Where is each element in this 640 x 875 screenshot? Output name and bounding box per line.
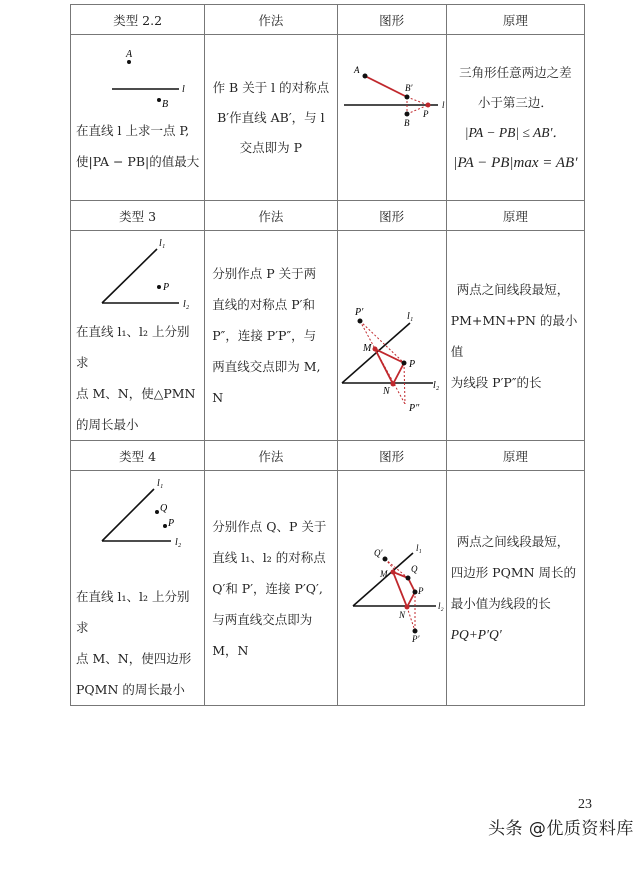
- figure-diagram: [338, 35, 447, 135]
- label-b: B: [403, 118, 409, 128]
- principle-line: PM+MN+PN 的最小值: [450, 312, 578, 359]
- label-b-prime: B′: [404, 83, 412, 93]
- line-l1: [102, 249, 157, 303]
- method-line: 两直线交点即为 M,: [212, 359, 321, 374]
- point-a: [362, 74, 367, 79]
- figure-diagram: [338, 271, 447, 414]
- header-figure: 图形: [337, 441, 446, 471]
- problem-cell: [71, 231, 205, 441]
- principle-line: 最小值为线段的长: [450, 596, 551, 611]
- principle-line: 为线段 P′P″的长: [450, 374, 542, 390]
- label-n: N: [382, 385, 390, 397]
- header-type: 类型 2.2: [71, 5, 205, 35]
- dotted-n-pprime: [407, 607, 415, 631]
- method-line: 作 B 关于 l 的对称点: [212, 79, 330, 95]
- point-m: [390, 570, 395, 575]
- point-p-prime: [357, 318, 362, 323]
- problem-text: [71, 581, 204, 705]
- triangle-pmn: [375, 349, 404, 384]
- point-p: [412, 590, 417, 595]
- table-row: [71, 471, 585, 706]
- label-l: l: [182, 84, 185, 95]
- method-line: N: [212, 390, 224, 405]
- point-n: [404, 605, 409, 610]
- principle-line: 三角形任意两边之差: [459, 64, 572, 80]
- label-q: Q: [410, 564, 417, 574]
- label-p: P: [408, 358, 415, 370]
- dotted-p-ppp: [404, 363, 405, 404]
- figure-diagram: [338, 528, 447, 648]
- label-m: M: [379, 569, 387, 579]
- point-q-prime: [382, 557, 387, 562]
- problem-sketch: [71, 35, 205, 115]
- point-q: [155, 510, 159, 514]
- label-p: P: [417, 586, 423, 596]
- point-a: [127, 60, 131, 64]
- label-p-prime: P′: [354, 306, 363, 318]
- dotted-bprime-p: [407, 97, 428, 105]
- point-p-prime: [412, 629, 417, 634]
- header-figure: 图形: [337, 201, 446, 231]
- method-line: 分别作点 Q、P 关于: [212, 518, 327, 534]
- table-row: [71, 231, 585, 441]
- problem-line: 使|PA − PB|的值最大: [76, 154, 200, 169]
- label-b: B: [162, 99, 169, 110]
- label-l2: l₂: [183, 299, 190, 310]
- label-l1: l₁: [157, 478, 164, 489]
- label-l1: l₁: [415, 543, 422, 553]
- method-line: 直线 l₁、l₂ 的对称点: [212, 549, 326, 565]
- header-method: 作法: [205, 201, 337, 231]
- header-row: [71, 5, 585, 35]
- principle-cell: [446, 471, 584, 706]
- label-l1: l₁: [159, 238, 166, 249]
- point-b: [157, 98, 161, 102]
- figure-cell: [337, 231, 446, 441]
- problem-sketch: [71, 471, 205, 571]
- principle-line: PQ+P′Q′: [450, 627, 502, 642]
- label-n: N: [398, 610, 405, 620]
- point-p: [157, 285, 161, 289]
- header-type: 类型 4: [71, 441, 205, 471]
- header-principle: 原理: [446, 5, 584, 35]
- method-line: Q′和 P′，连接 P′Q′,: [212, 580, 323, 596]
- principle-line: |PA − PB| ≤ AB′．: [464, 124, 566, 140]
- point-p: [163, 524, 167, 528]
- page-number: 23: [578, 797, 592, 812]
- label-p: P: [168, 518, 175, 529]
- problem-text: [71, 316, 204, 440]
- method-cell: [205, 471, 337, 706]
- quadrilateral-pqmn: [393, 572, 415, 607]
- method-line: 交点即为 P: [239, 139, 303, 155]
- method-line: 分别作点 P 关于两: [212, 266, 317, 281]
- method-text: [205, 73, 336, 163]
- label-l: l: [441, 100, 445, 110]
- problem-line: 的周长最小: [76, 417, 139, 432]
- problem-line: 点 M、N，使△PMN: [76, 386, 196, 401]
- problem-text: [71, 115, 204, 177]
- label-p-prime: P′: [411, 634, 419, 644]
- method-line: P″，连接 P′P″，与: [212, 328, 317, 343]
- problem-cell: [71, 471, 205, 706]
- principle-text: [447, 274, 584, 398]
- label-q-prime: Q′: [373, 548, 382, 558]
- line-l1: [102, 489, 154, 541]
- label-a: A: [353, 65, 359, 75]
- problem-sketch: [71, 231, 205, 316]
- table-row: [71, 35, 585, 201]
- principle-line: |PA − PB|max = AB′: [453, 154, 578, 171]
- point-p: [425, 103, 430, 108]
- label-p: P: [422, 109, 428, 119]
- label-m: M: [362, 342, 371, 354]
- point-n: [390, 381, 395, 386]
- header-method: 作法: [205, 5, 337, 35]
- principle-cell: [446, 231, 584, 441]
- header-row: [71, 201, 585, 231]
- principle-line: 小于第三边．: [477, 94, 553, 110]
- header-row: [71, 441, 585, 471]
- method-text: [205, 511, 336, 666]
- method-line: M，N: [212, 642, 249, 658]
- header-method: 作法: [205, 441, 337, 471]
- problem-cell: [71, 35, 205, 201]
- point-p: [401, 360, 406, 365]
- method-cell: [205, 231, 337, 441]
- header-type: 类型 3: [71, 201, 205, 231]
- problem-line: 点 M、N，使四边形: [76, 651, 192, 666]
- point-m: [372, 346, 377, 351]
- principle-cell: [446, 35, 584, 201]
- principle-line: 两点之间线段最短，: [456, 281, 570, 297]
- label-p-double-prime: P″: [408, 402, 419, 414]
- problem-line: 在直线 l₁、l₂ 上分别求: [76, 324, 190, 370]
- principle-text: [447, 526, 584, 650]
- problem-line: 在直线 l₁、l₂ 上分别求: [76, 589, 190, 635]
- principle-line: 两点之间线段最短，: [456, 534, 570, 549]
- header-principle: 原理: [446, 441, 584, 471]
- method-cell: [205, 35, 337, 201]
- principle-line: 四边形 PQMN 周长的: [450, 565, 577, 580]
- label-p: P: [163, 282, 170, 293]
- problem-line: PQMN 的周长最小: [76, 682, 185, 697]
- line-l1: [342, 323, 410, 383]
- principle-text: [447, 58, 584, 178]
- point-b-prime: [404, 95, 409, 100]
- label-q: Q: [160, 503, 168, 514]
- method-line: 与两直线交点即为: [212, 611, 313, 627]
- header-figure: 图形: [337, 5, 446, 35]
- method-text: [205, 258, 336, 413]
- method-line: 直线的对称点 P′和: [212, 297, 315, 312]
- segment-ab-prime: [365, 76, 407, 97]
- label-l2: l₂: [175, 537, 182, 548]
- label-a: A: [126, 49, 133, 60]
- point-b: [404, 112, 409, 117]
- label-l1: l₁: [406, 310, 413, 322]
- label-l2: l₂: [432, 379, 439, 391]
- label-l2: l₂: [437, 601, 444, 611]
- problem-line: 在直线 l 上求一点 P,: [76, 123, 190, 138]
- header-principle: 原理: [446, 201, 584, 231]
- geometry-table: [70, 4, 585, 706]
- figure-cell: [337, 35, 446, 201]
- figure-cell: [337, 471, 446, 706]
- dotted-pprime-p: [360, 321, 404, 363]
- watermark: 头条 @优质资料库: [488, 819, 634, 839]
- point-q: [405, 576, 410, 581]
- method-line: B′作直线 AB′，与 l: [217, 109, 325, 125]
